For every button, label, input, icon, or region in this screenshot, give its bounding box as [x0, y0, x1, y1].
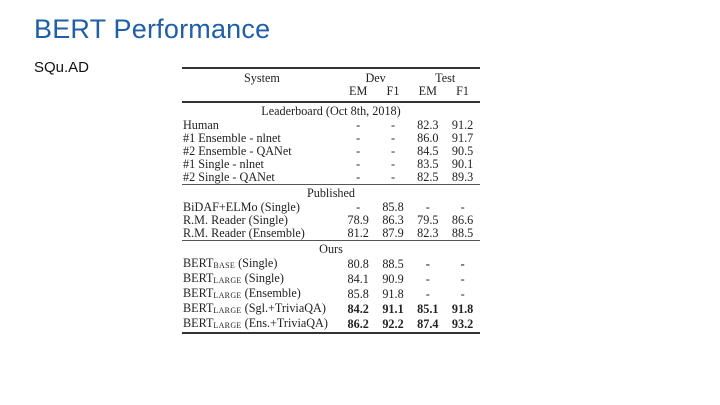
dev-em: 84.1 [347, 272, 369, 286]
dev-f1: - [390, 144, 396, 158]
test-em: - [425, 200, 430, 214]
table-row [182, 257, 480, 272]
dev-em: 85.8 [347, 287, 369, 301]
dev-f1: - [390, 131, 396, 145]
dev-f1: 85.8 [382, 200, 404, 214]
dev-em: - [356, 170, 361, 184]
test-em: 82.3 [417, 226, 439, 240]
dev-em: - [356, 200, 361, 214]
dev-em: - [356, 144, 361, 158]
dev-em: - [356, 118, 361, 132]
header-dev-em: EM [349, 84, 368, 98]
test-f1: 93.2 [451, 317, 474, 331]
test-em: - [425, 287, 430, 301]
test-f1: - [460, 287, 465, 301]
dev-f1: 86.3 [382, 213, 404, 227]
test-em: - [425, 272, 430, 286]
row-system [182, 272, 341, 287]
test-f1: 89.3 [451, 170, 474, 184]
model-base: BERT [183, 286, 214, 300]
header-system: System [243, 71, 280, 85]
dev-em: 86.2 [347, 317, 369, 331]
test-em: 83.5 [417, 157, 439, 171]
model-size: LARGE [213, 291, 242, 300]
dev-em: 84.2 [347, 302, 369, 316]
test-f1: 88.5 [451, 226, 474, 240]
model-variant: (Ensemble) [241, 286, 301, 300]
slide-subtitle: SQu.AD [34, 59, 90, 76]
dev-em: - [356, 157, 361, 171]
dev-em: 78.9 [347, 213, 369, 227]
model-variant: (Single) [241, 271, 284, 285]
test-em: 85.1 [417, 302, 439, 316]
model-variant: (Ens.+TriviaQA) [241, 316, 328, 330]
header-row-2 [182, 85, 480, 102]
section-heading-ours [182, 241, 480, 258]
dev-em: - [356, 131, 361, 145]
header-test-em: EM [418, 84, 437, 98]
table-row [182, 287, 480, 302]
table-row [182, 317, 480, 333]
dev-f1: 90.9 [382, 272, 404, 286]
header-row-1 [182, 68, 480, 85]
row-system: BiDAF+ELMo (Single) [183, 200, 300, 214]
test-em: 82.5 [417, 170, 439, 184]
header-dev: Dev [365, 71, 386, 85]
row-system: #2 Ensemble - QANet [183, 144, 292, 158]
dev-f1: - [390, 118, 396, 132]
dev-f1: 87.9 [382, 226, 404, 240]
row-system: #1 Ensemble - nlnet [183, 131, 281, 145]
row-system: #2 Single - QANet [183, 170, 275, 184]
dev-f1: - [390, 157, 396, 171]
dev-f1: 92.2 [382, 317, 404, 331]
model-size: BASE [213, 261, 236, 270]
row-system: R.M. Reader (Ensemble) [183, 226, 305, 240]
row-system: #1 Single - nlnet [183, 157, 264, 171]
row-system [182, 257, 341, 272]
leaderboard-heading: Leaderboard (Oct 8th, 2018) [261, 104, 401, 118]
table-row [182, 171, 480, 185]
test-f1: - [460, 272, 465, 286]
section-heading-published [182, 185, 480, 202]
test-em: 87.4 [417, 317, 439, 331]
model-variant: (Single) [235, 256, 278, 270]
model-size: LARGE [213, 306, 242, 315]
test-f1: 86.6 [451, 213, 474, 227]
row-system [182, 317, 341, 333]
dev-em: 80.8 [347, 257, 369, 271]
test-f1: 91.7 [451, 131, 474, 145]
header-dev-f1: F1 [386, 84, 400, 98]
row-system [182, 287, 341, 302]
dev-f1: 91.8 [382, 287, 404, 301]
model-base: BERT [183, 301, 214, 315]
test-f1: - [460, 200, 465, 214]
test-em: 86.0 [417, 131, 439, 145]
dev-f1: - [390, 170, 396, 184]
test-f1: 90.1 [451, 157, 474, 171]
ours-heading: Ours [319, 242, 343, 256]
published-heading: Published [306, 186, 356, 200]
table-row [182, 302, 480, 317]
model-size: LARGE [213, 321, 242, 330]
dev-f1: 88.5 [382, 257, 404, 271]
row-system: Human [183, 118, 219, 132]
dev-f1: 91.1 [382, 302, 404, 316]
table-row [182, 227, 480, 241]
model-variant: (Sgl.+TriviaQA) [241, 301, 326, 315]
row-system [182, 302, 341, 317]
test-em: 79.5 [417, 213, 439, 227]
model-base: BERT [183, 256, 214, 270]
table-row [182, 272, 480, 287]
header-test-f1: F1 [456, 84, 470, 98]
model-base: BERT [183, 271, 214, 285]
test-em: 82.3 [417, 118, 439, 132]
model-size: LARGE [213, 276, 242, 285]
test-f1: 91.8 [451, 302, 474, 316]
header-test: Test [435, 71, 456, 85]
test-em: - [425, 257, 430, 271]
section-heading-leaderboard [182, 102, 480, 119]
test-em: 84.5 [417, 144, 439, 158]
test-f1: 91.2 [451, 118, 474, 132]
model-base: BERT [183, 316, 214, 330]
slide-title: BERT Performance [34, 14, 271, 44]
test-f1: - [460, 257, 465, 271]
dev-em: 81.2 [347, 226, 369, 240]
test-f1: 90.5 [451, 144, 474, 158]
row-system: R.M. Reader (Single) [183, 213, 288, 227]
results-table [182, 67, 480, 334]
